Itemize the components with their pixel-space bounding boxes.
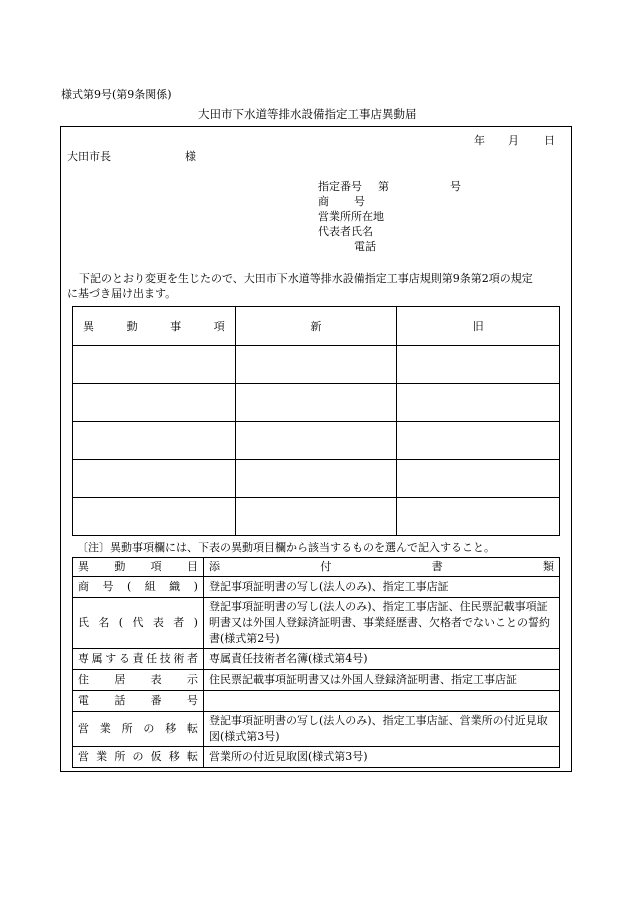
attached-docs: 住民票記載事項証明書又は外国人登録済証明書、指定工事店証 — [204, 670, 560, 691]
note-text: 〔注〕異動事項欄には、下表の異動項目欄から該当するものを選んで記入すること。 — [77, 541, 495, 554]
date-month-label: 月 — [508, 134, 519, 147]
table-row — [73, 460, 560, 498]
table-row — [73, 712, 560, 747]
office-address-label: 営業所所在地 — [318, 210, 384, 223]
table-row — [73, 691, 560, 712]
old-value-cell[interactable] — [397, 460, 560, 498]
old-value-cell[interactable] — [397, 384, 560, 422]
change-item-name: 住 居 表 示 — [73, 670, 204, 691]
change-item-name: 電 話 番 号 — [73, 691, 204, 712]
form-number: 様式第9号(第9条関係) — [61, 88, 172, 101]
attached-docs: 営業所の付近見取図(様式第3号) — [204, 747, 560, 768]
attached-docs — [204, 691, 560, 712]
designation-label: 指定番号 — [318, 180, 362, 193]
old-value-cell[interactable] — [397, 346, 560, 384]
table-row — [73, 747, 560, 768]
addressee-name: 大田市長 — [67, 150, 111, 163]
change-table — [72, 306, 560, 536]
designation-suffix: 号 — [450, 180, 461, 193]
change-table-header — [73, 307, 560, 346]
statement-line-1: 下記のとおり変更を生じたので、大田市下水道等排水設備指定工事店規則第9条第2項の規定 — [79, 272, 533, 285]
new-value-cell[interactable] — [235, 384, 397, 422]
table-row — [73, 670, 560, 691]
change-item-name: 営 業 所 の 移 転 — [73, 712, 204, 747]
attached-docs-header: 添 付 書 類 — [204, 558, 560, 577]
table-row — [73, 649, 560, 670]
trade-name-label: 商 号 — [318, 195, 365, 208]
change-item-cell[interactable] — [73, 498, 236, 536]
table-row — [73, 422, 560, 460]
change-item-name: 氏 名 ( 代 表 者 ) — [73, 598, 204, 649]
statement-line-2: に基づき届け出ます。 — [67, 287, 177, 300]
change-item-name: 専 属 す る 責 任 技 術 者 — [73, 649, 204, 670]
date-year-label: 年 — [474, 134, 485, 147]
old-value-cell[interactable] — [397, 422, 560, 460]
attached-docs: 登記事項証明書の写し(法人のみ)、指定工事店証、営業所の付近見取図(様式第3号) — [204, 712, 560, 747]
addressee-honorific: 様 — [185, 150, 196, 163]
phone-label: 電話 — [354, 240, 376, 253]
old-header: 旧 — [397, 307, 560, 346]
attachments-table — [72, 557, 560, 768]
table-row — [73, 346, 560, 384]
old-value-cell[interactable] — [397, 498, 560, 536]
change-item-cell[interactable] — [73, 384, 236, 422]
change-item-cell[interactable] — [73, 460, 236, 498]
table-row — [73, 598, 560, 649]
designation-prefix: 第 — [378, 180, 389, 193]
representative-label: 代表者氏名 — [318, 225, 373, 238]
change-item-cell[interactable] — [73, 346, 236, 384]
new-value-cell[interactable] — [235, 422, 397, 460]
table-row — [73, 577, 560, 598]
change-item-cell[interactable] — [73, 422, 236, 460]
new-value-cell[interactable] — [235, 460, 397, 498]
attached-docs: 登記事項証明書の写し(法人のみ)、指定工事店証 — [204, 577, 560, 598]
change-item-name: 商 号 ( 組 織 ) — [73, 577, 204, 598]
attached-docs: 登記事項証明書の写し(法人のみ)、指定工事店証、住民票記載事項証明書又は外国人登録済証明書、事業経歴書、欠格者でないことの誓約書(様式第2号) — [204, 598, 560, 649]
date-day-label: 日 — [544, 134, 555, 147]
table-row — [73, 498, 560, 536]
form-title: 大田市下水道等排水設備指定工事店異動届 — [198, 107, 417, 121]
new-value-cell[interactable] — [235, 498, 397, 536]
change-item-header-2: 異 動 項 目 — [73, 558, 204, 577]
change-item-name: 営 業 所 の 仮 移 転 — [73, 747, 204, 768]
new-header: 新 — [235, 307, 397, 346]
attached-docs: 専属責任技術者名簿(様式第4号) — [204, 649, 560, 670]
new-value-cell[interactable] — [235, 346, 397, 384]
change-item-header: 異 動 事 項 — [73, 307, 236, 346]
table-row — [73, 384, 560, 422]
attachments-header — [73, 558, 560, 577]
